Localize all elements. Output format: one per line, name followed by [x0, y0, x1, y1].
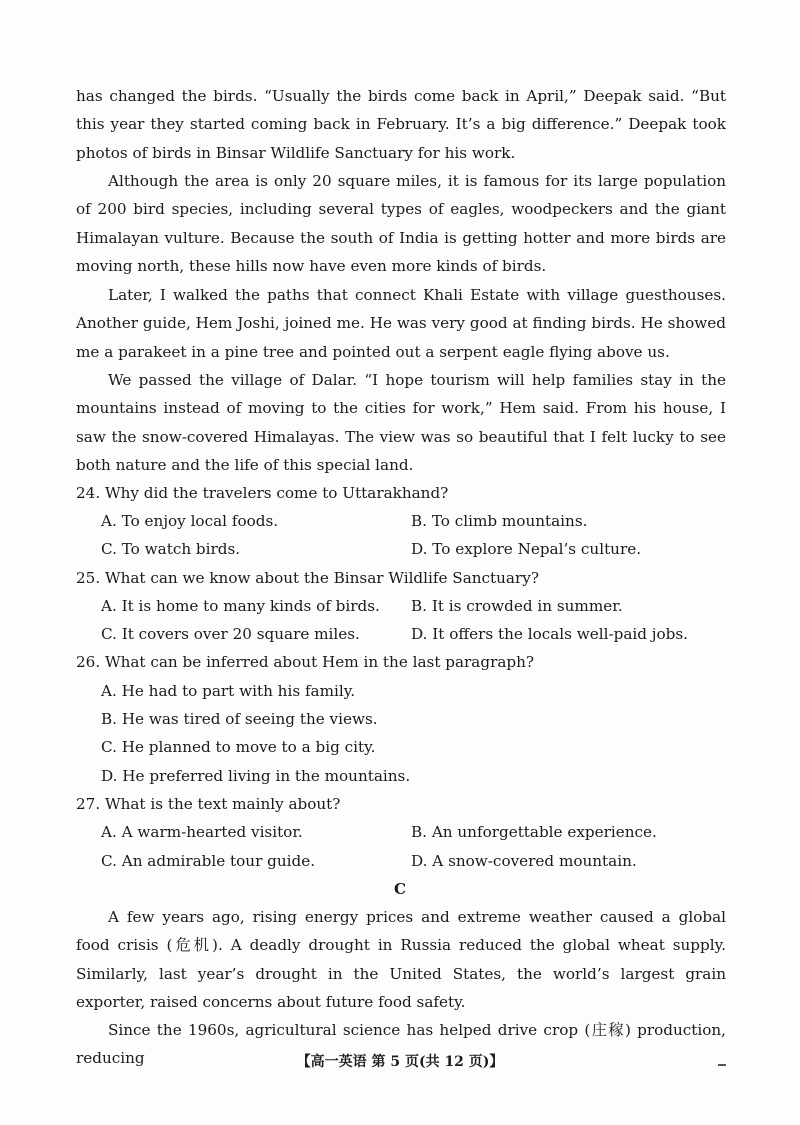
passage-b-paragraph-2: Although the area is only 20 square miles, it is famous for its large population of 200 bird species, including several types of eagles, woodpeckers and the giant Himalayan vulture. Because the south of India is getting hotter and more birds are moving north, these hills now have even more kinds of birds.	[76, 172, 726, 276]
question-25-stem: 25. What can we know about the Binsar Wildlife Sanctuary?	[76, 569, 539, 587]
question-25-option-c: C. It covers over 20 square miles.	[101, 625, 360, 643]
page-corner-mark	[718, 1064, 726, 1066]
question-24-option-b: B. To climb mountains.	[411, 512, 588, 530]
question-27-option-a: A. A warm-hearted visitor.	[101, 823, 303, 841]
passage-b-paragraph-3: Later, I walked the paths that connect Khali Estate with village guesthouses. Another guide, Hem Joshi, joined me. He was very good at finding birds. He showed me a parakeet in a pine tree and pointed out a serpent eagle flying above us.	[76, 286, 726, 361]
passage-c-paragraph-1: A few years ago, rising energy prices and extreme weather caused a global food crisis (危机). A deadly drought in Russia reduced the global wheat supply. Similarly, last year’s drought in the United States, the world’s largest grain exporter, raised concerns about future food safety.	[76, 908, 726, 1012]
passage-c-paragraph-2: Since the 1960s, agricultural science has helped drive crop (庄稼) production, reducing	[76, 1021, 726, 1068]
question-26-option-d: D. He preferred living in the mountains.	[101, 767, 411, 785]
section-c-heading: C	[393, 880, 407, 898]
question-27-option-b: B. An unforgettable experience.	[411, 823, 657, 841]
question-27-option-d: D. A snow-covered mountain.	[411, 852, 637, 870]
question-25-option-a: A. It is home to many kinds of birds.	[101, 597, 380, 615]
passage-b-paragraph-1: has changed the birds. “Usually the birds come back in April,” Deepak said. “But this year they started coming back in February. It’s a big difference.” Deepak took photos of birds in Binsar Wildlife Sanctuary for his work.	[76, 87, 726, 162]
page-footer: 【高一英语 第 5 页(共 12 页)】	[296, 1054, 504, 1070]
question-25-option-d: D. It offers the locals well-paid jobs.	[411, 625, 688, 643]
question-24-option-a: A. To enjoy local foods.	[101, 512, 279, 530]
passage-b-paragraph-4: We passed the village of Dalar. “I hope tourism will help families stay in the mountains instead of moving to the cities for work,” Hem said. From his house, I saw the snow-covered Himalayas. The view was so beautiful that I felt lucky to see both nature and the life of this special land.	[76, 371, 726, 475]
question-26-stem: 26. What can be inferred about Hem in the last paragraph?	[76, 653, 535, 671]
question-26-option-a: A. He had to part with his family.	[101, 682, 356, 700]
question-24-stem: 24. Why did the travelers come to Uttarakhand?	[76, 484, 449, 502]
question-25-option-b: B. It is crowded in summer.	[411, 597, 623, 615]
question-26-option-c: C. He planned to move to a big city.	[101, 738, 376, 756]
question-27-stem: 27. What is the text mainly about?	[76, 795, 341, 813]
question-24-option-d: D. To explore Nepal’s culture.	[411, 540, 642, 558]
question-27-option-c: C. An admirable tour guide.	[101, 852, 316, 870]
question-26-option-b: B. He was tired of seeing the views.	[101, 710, 378, 728]
question-24-option-c: C. To watch birds.	[101, 540, 241, 558]
